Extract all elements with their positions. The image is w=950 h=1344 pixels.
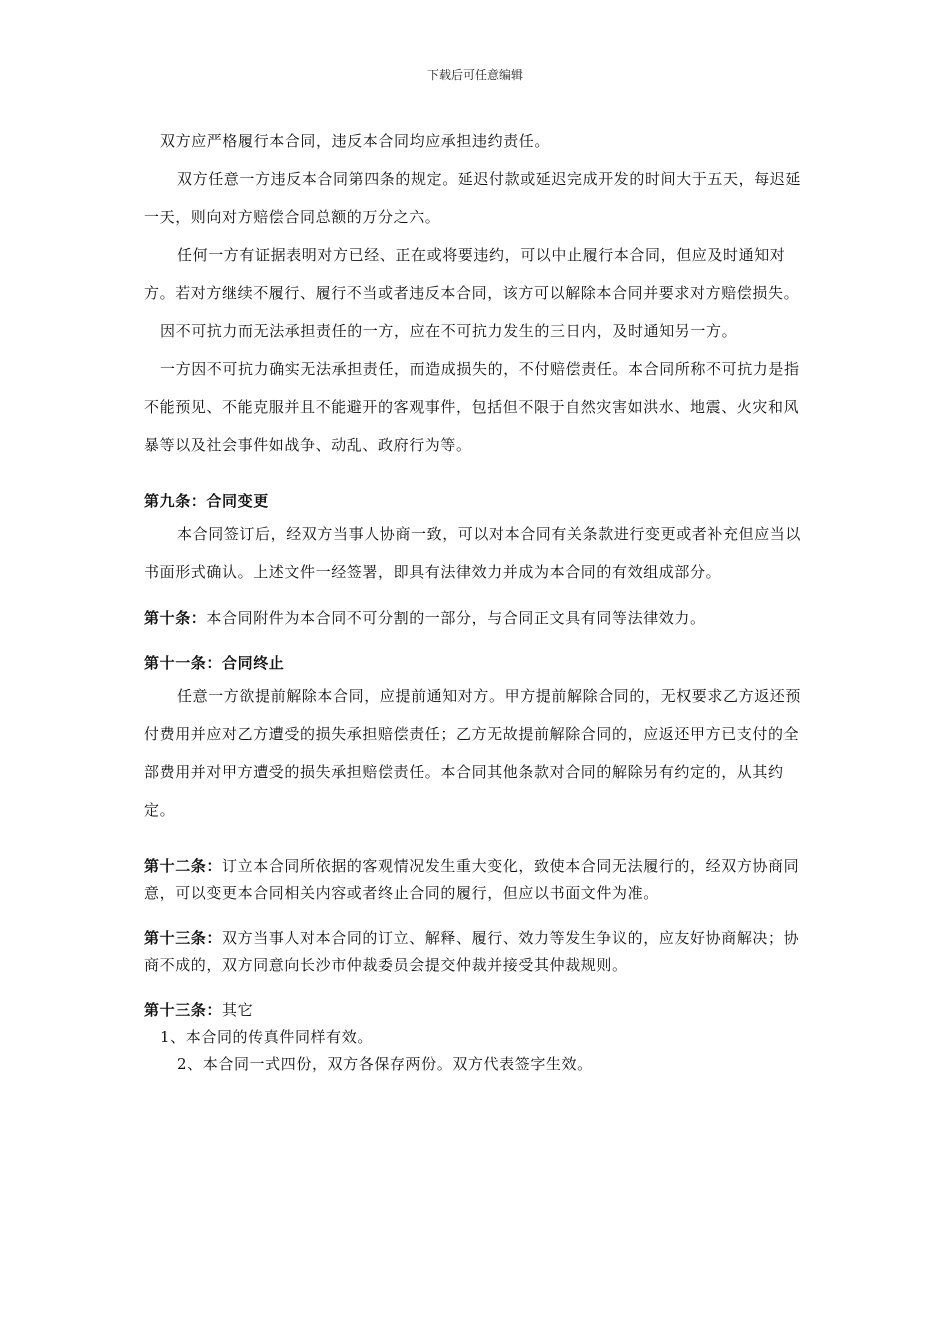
page-header: 下载后可任意编辑: [426, 68, 523, 82]
paragraph-force-majeure-definition: 一方因不可抗力确实无法承担责任，而造成损失的，不付赔偿责任。本合同所称不可抗力是指不能预见、不能克服并且不能避开的客观事件，包括但不限于自然灾害如洪水、地震、火灾和风暴等以及社会事件如战争、动乱、政府行为等。: [144, 360, 800, 454]
article-11-body: 任意一方欲提前解除本合同，应提前通知对方。甲方提前解除合同的，无权要求乙方返还预付费用并应对乙方遭受的损失承担赔偿责任；乙方无故提前解除合同的，应返还甲方已支付的全部费用并对甲方遭受的损失承担赔偿责任。本合同其他条款对合同的解除另有约定的，从其约定。: [144, 687, 802, 819]
article-13-disputes-body: 双方当事人对本合同的订立、解释、履行、效力等发生争议的，应友好协商解决；协商不成的，双方同意向长沙市仲裁委员会提交仲裁并接受其仲裁规则。: [144, 929, 800, 974]
article-13-other-body: 其它: [222, 1001, 254, 1019]
paragraph-late-penalty: 双方任意一方违反本合同第四条的规定。延迟付款或延迟完成开发的时间大于五天，每迟延一天，则向对方赔偿合同总额的万分之六。: [144, 170, 802, 226]
article-11-title: 第十一条：合同终止: [144, 654, 285, 672]
list-item: 1、本合同的传真件同样有效。: [160, 1028, 373, 1046]
article-9-title: 第九条：合同变更: [144, 492, 269, 510]
article-13-disputes: [144, 925, 808, 979]
list-item: 2、本合同一式四份，双方各保存两份。双方代表签字生效。: [177, 1055, 593, 1073]
article-10: [144, 605, 808, 632]
paragraph-force-majeure-notice: 因不可抗力而无法承担责任的一方，应在不可抗力发生的三日内，及时通知另一方。: [160, 322, 738, 340]
article-13-other: [144, 997, 808, 1024]
article-12-body: 订立本合同所依据的客观情况发生重大变化，致使本合同无法履行的，经双方协商同意，可以变更本合同相关内容或者终止合同的履行，但应以书面文件为准。: [144, 857, 800, 902]
document-body: [144, 122, 808, 1078]
article-10-body: 本合同附件为本合同不可分割的一部分，与合同正文具有同等法律效力。: [206, 609, 706, 627]
article-9-body: 本合同签订后，经双方当事人协商一致，可以对本合同有关条款进行变更或者补充但应当以书面形式确认。上述文件一经签署，即具有法律效力并成为本合同的有效组成部分。: [144, 525, 802, 581]
article-13-other-label: 第十三条：: [144, 1001, 223, 1019]
article-12-label: 第十二条：: [144, 857, 223, 875]
paragraph-suspension: 任何一方有证据表明对方已经、正在或将要违约，可以中止履行本合同，但应及时通知对方。若对方继续不履行、履行不当或者违反本合同，该方可以解除本合同并要求对方赔偿损失。: [144, 246, 800, 302]
paragraph-breach-duty: 双方应严格履行本合同，违反本合同均应承担违约责任。: [160, 132, 551, 150]
article-13-disputes-label: 第十三条：: [144, 929, 223, 947]
article-10-label: 第十条：: [144, 609, 207, 627]
article-12: [144, 853, 808, 907]
